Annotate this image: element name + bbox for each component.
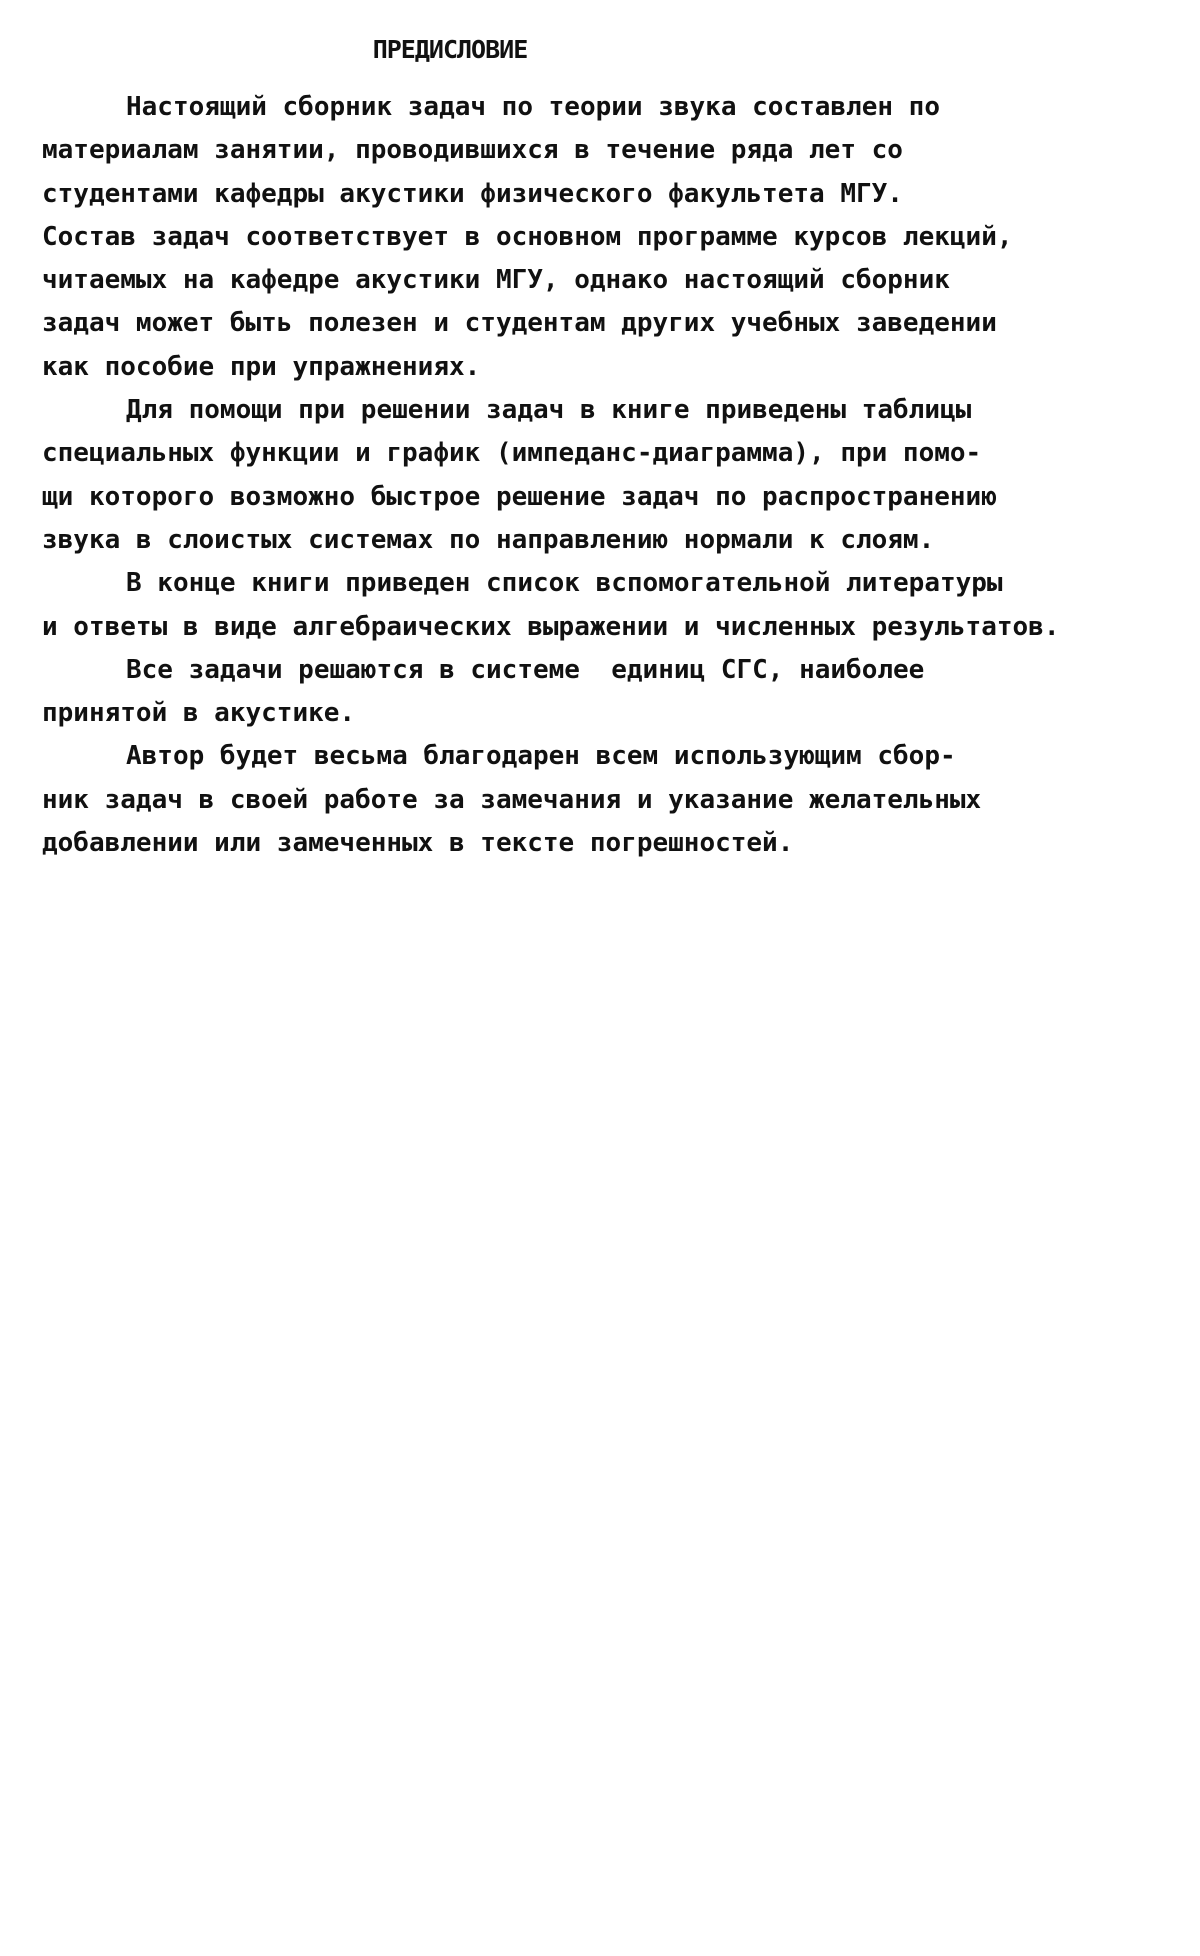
text-line: как пособие при упражнениях. [42,351,481,382]
text-line: Все задачи решаются в системе единиц СГС, наиболее [126,654,925,685]
text-line: В конце книги приведен список вспомогательной литературы [126,568,1003,599]
text-line: Настоящий сборник задач по теории звука составлен по [126,92,940,122]
text-line: материалам занятии, проводившихся в течение ряда лет со [42,135,903,166]
text-line: специальных функции и график (импеданс-диаграмма), при помо- [42,438,982,469]
preface-body [42,86,1192,865]
text-line: щи которого возможно быстрое решение задач по распространению [42,481,997,512]
text-line: читаемых на кафедре акустики МГУ, однако настоящий сборник [42,265,950,296]
text-line: ник задач в своей работе за замечания и указание желательных [42,784,982,815]
text-line: принятой в акустике. [42,698,356,729]
text-line: Для помощи при решении задач в книге приведены таблицы [126,395,972,426]
text-line: и ответы в виде алгебраических выражении и численных результатов. [42,611,1060,642]
text-line: студентами кафедры акустики физического факультета МГУ. [42,178,903,209]
text-line: Автор будет весьма благодарен всем использующим сбор- [126,741,956,772]
text-line: Состав задач соответствует в основном программе курсов лекций, [42,221,1013,252]
text-line: добавлении или замеченных в тексте погрешностей. [42,828,794,859]
text-line: звука в слоистых системах по направлению нормали к слоям. [42,524,935,555]
text-line: задач может быть полезен и студентам других учебных заведении [42,308,997,339]
page-title: ПРЕДИСЛОВИЕ [372,35,528,64]
